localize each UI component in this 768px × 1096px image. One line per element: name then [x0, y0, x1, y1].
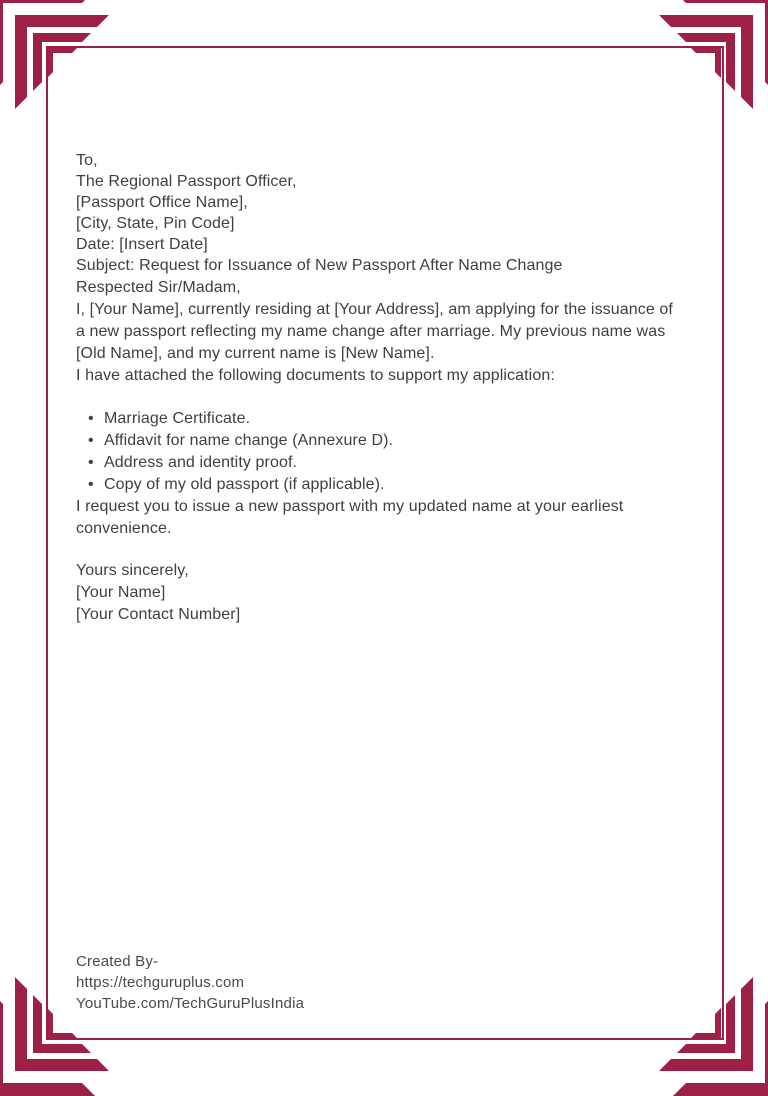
list-item: • Affidavit for name change (Annexure D). [76, 430, 676, 452]
footer-credit [76, 951, 304, 1014]
attachments-list [76, 408, 676, 496]
created-by-label: Created By- [76, 953, 159, 970]
attachments-intro: I have attached the following documents to support my application: [76, 367, 555, 384]
request-paragraph: I request you to issue a new passport with my updated name at your earliest convenience. [76, 498, 624, 537]
recipient-address-block [76, 150, 676, 255]
subject-line: Subject: Request for Issuance of New Passport After Name Change [76, 257, 563, 274]
list-item: • Marriage Certificate. [76, 408, 676, 430]
youtube-url: YouTube.com/TechGuruPlusIndia [76, 995, 305, 1012]
sender-contact: [Your Contact Number] [76, 606, 241, 623]
recipient-line: The Regional Passport Officer, [76, 173, 297, 190]
list-item: • Copy of my old passport (if applicable). [76, 474, 676, 496]
closing-block [76, 560, 676, 626]
recipient-line: [Passport Office Name], [76, 194, 248, 211]
letter-date-line: Date: [Insert Date] [76, 236, 208, 253]
recipient-line: [City, State, Pin Code] [76, 215, 235, 232]
letter-content [76, 150, 676, 626]
sender-name: [Your Name] [76, 584, 166, 601]
website-url: https://techguruplus.com [76, 974, 245, 991]
intro-paragraph: I, [Your Name], currently residing at [Your Address], am applying for the issuance of a new passport reflecting my name change after marriage. My previous name was [Old Name], and my current name is [New Name]. [76, 301, 673, 362]
list-item: • Address and identity proof. [76, 452, 676, 474]
salutation: Respected Sir/Madam, [76, 279, 241, 296]
recipient-line: To, [76, 152, 98, 169]
valediction: Yours sincerely, [76, 562, 189, 579]
